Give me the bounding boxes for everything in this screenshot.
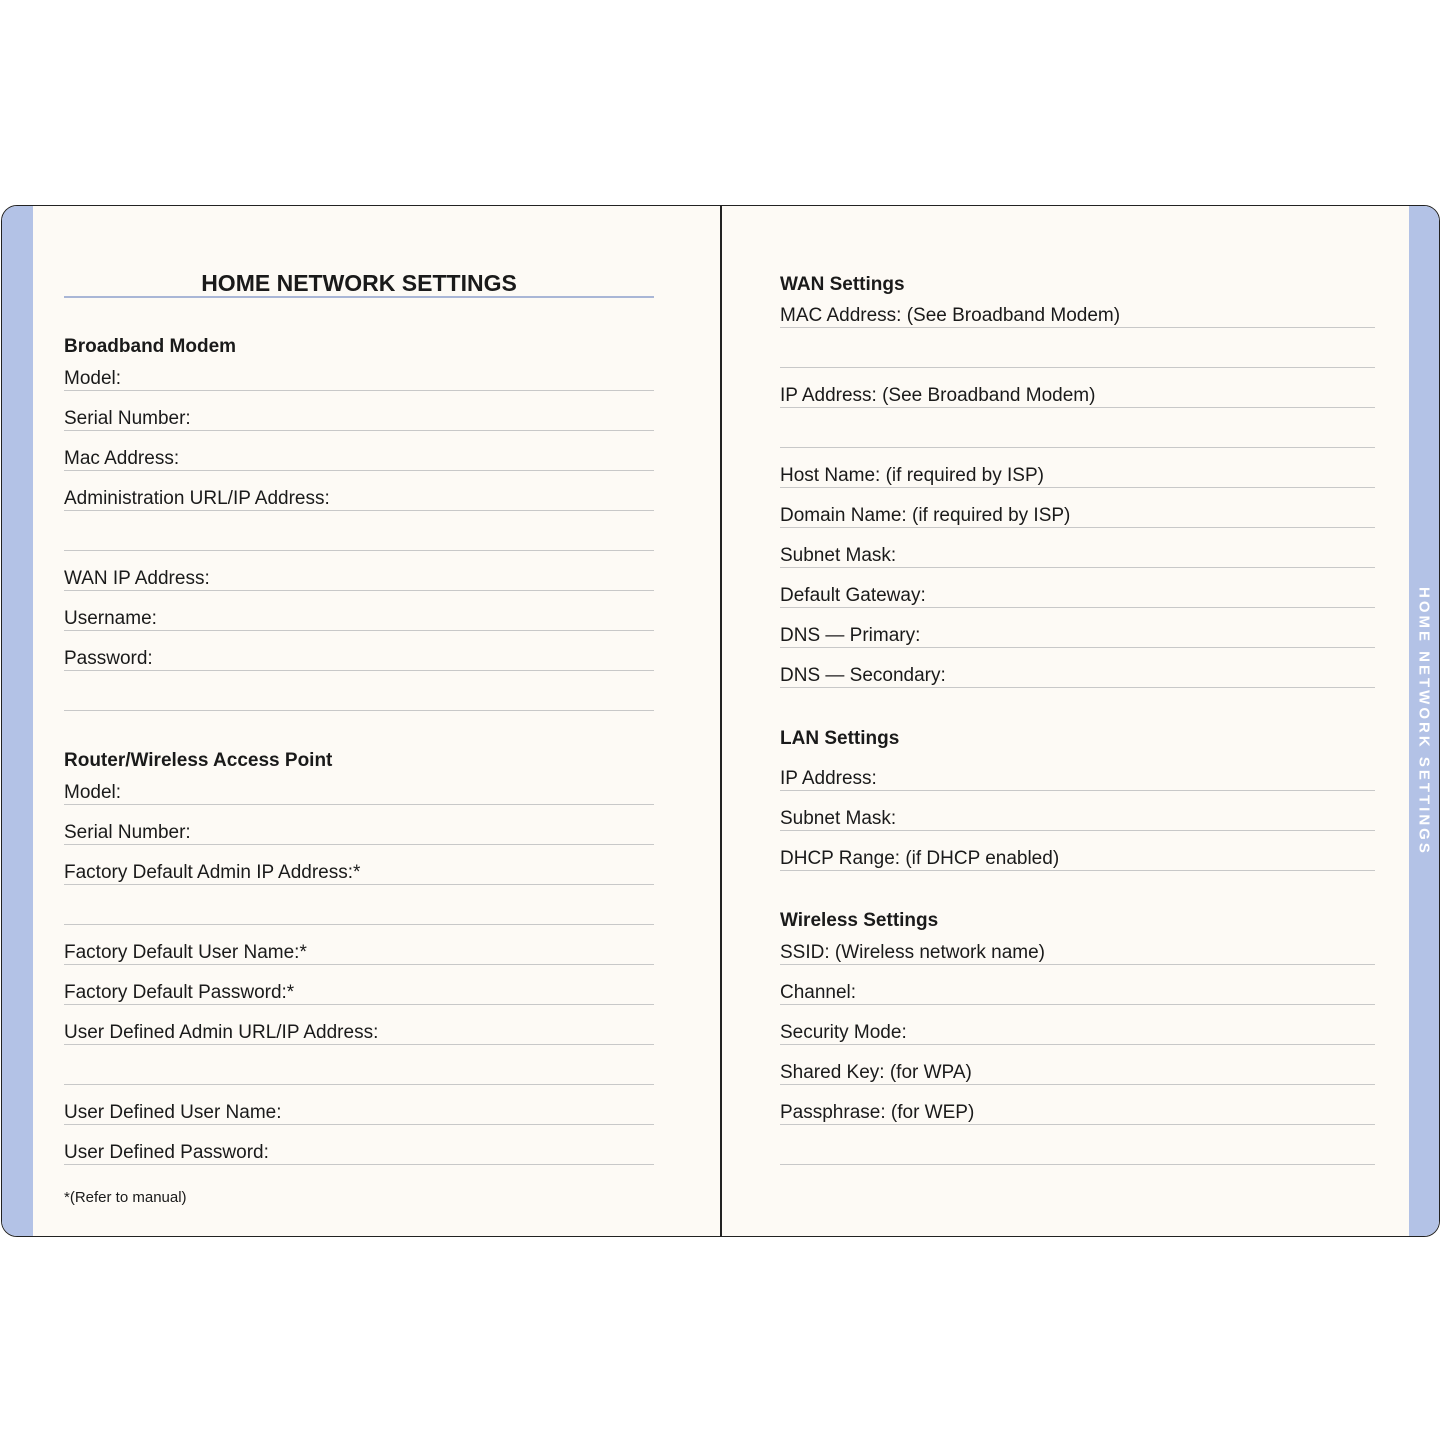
field-blank-line[interactable] (780, 1142, 1375, 1165)
field-modem-mac[interactable]: Mac Address: (64, 448, 654, 471)
notebook-spread (1, 205, 1440, 1237)
field-lan-dhcp-range[interactable]: DHCP Range: (if DHCP enabled) (780, 848, 1375, 871)
field-wan-default-gateway[interactable]: Default Gateway: (780, 585, 1375, 608)
field-router-default-username[interactable]: Factory Default User Name:* (64, 942, 654, 965)
section-heading-router: Router/Wireless Access Point (64, 750, 333, 771)
field-blank-line[interactable] (64, 1062, 654, 1085)
left-page (64, 206, 654, 1236)
field-wan-mac[interactable]: MAC Address: (See Broadband Modem) (780, 305, 1375, 328)
field-blank-line[interactable] (64, 688, 654, 711)
field-lan-subnet-mask[interactable]: Subnet Mask: (780, 808, 1375, 831)
field-blank-line[interactable] (780, 425, 1375, 448)
field-modem-username[interactable]: Username: (64, 608, 654, 631)
field-wireless-security-mode[interactable]: Security Mode: (780, 1022, 1375, 1045)
side-tab-label (1409, 576, 1439, 866)
field-blank-line[interactable] (780, 345, 1375, 368)
field-modem-serial[interactable]: Serial Number: (64, 408, 654, 431)
field-wan-dns-secondary[interactable]: DNS — Secondary: (780, 665, 1375, 688)
field-router-user-password[interactable]: User Defined Password: (64, 1142, 654, 1165)
field-router-user-username[interactable]: User Defined User Name: (64, 1102, 654, 1125)
field-wireless-channel[interactable]: Channel: (780, 982, 1375, 1005)
section-heading-wireless: Wireless Settings (780, 910, 939, 931)
field-router-user-admin-url[interactable]: User Defined Admin URL/IP Address: (64, 1022, 654, 1045)
page-title: HOME NETWORK SETTINGS (201, 270, 517, 296)
field-blank-line[interactable] (64, 902, 654, 925)
field-modem-wan-ip[interactable]: WAN IP Address: (64, 568, 654, 591)
field-wireless-ssid[interactable]: SSID: (Wireless network name) (780, 942, 1375, 965)
field-modem-password[interactable]: Password: (64, 648, 654, 671)
field-router-default-password[interactable]: Factory Default Password:* (64, 982, 654, 1005)
field-lan-ip[interactable]: IP Address: (780, 768, 1375, 791)
field-router-default-admin-ip[interactable]: Factory Default Admin IP Address:* (64, 862, 654, 885)
field-modem-admin-url[interactable]: Administration URL/IP Address: (64, 488, 654, 511)
footnote: *(Refer to manual) (64, 1189, 187, 1206)
section-heading-wan: WAN Settings (780, 274, 905, 295)
field-router-model[interactable]: Model: (64, 782, 654, 805)
field-blank-line[interactable] (64, 528, 654, 551)
title-rule (64, 296, 654, 298)
field-router-serial[interactable]: Serial Number: (64, 822, 654, 845)
field-modem-model[interactable]: Model: (64, 368, 654, 391)
field-wan-domain-name[interactable]: Domain Name: (if required by ISP) (780, 505, 1375, 528)
field-wireless-passphrase[interactable]: Passphrase: (for WEP) (780, 1102, 1375, 1125)
field-wan-host-name[interactable]: Host Name: (if required by ISP) (780, 465, 1375, 488)
field-wan-ip[interactable]: IP Address: (See Broadband Modem) (780, 385, 1375, 408)
field-wan-dns-primary[interactable]: DNS — Primary: (780, 625, 1375, 648)
section-heading-lan: LAN Settings (780, 728, 900, 749)
side-tab-text: HOME NETWORK SETTINGS (1415, 586, 1433, 856)
section-heading-broadband-modem: Broadband Modem (64, 336, 237, 357)
left-edge-strip (2, 206, 33, 1236)
field-wireless-shared-key[interactable]: Shared Key: (for WPA) (780, 1062, 1375, 1085)
book-spine (720, 206, 722, 1236)
field-wan-subnet-mask[interactable]: Subnet Mask: (780, 545, 1375, 568)
right-page (780, 206, 1375, 1236)
